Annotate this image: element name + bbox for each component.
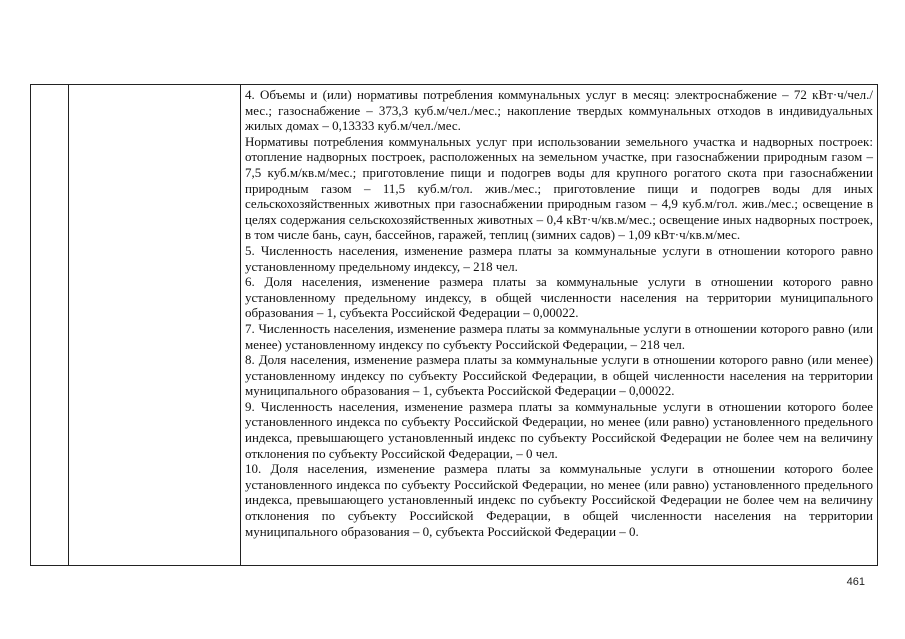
text-cell (241, 85, 878, 566)
paragraph-10-share: 10. Доля населения, изменение размера платы за коммунальные услуги в отношении которого более установленного индекса по субъекту Российской Федерации, но менее (или равно) установленного предельного индекса, превышающего установленный индекс по субъекту Российской Федерации не более чем на величину отклонения по субъекту Российской Федерации, в общей численности населения на территории муниципального образования – 0, субъекта Российской Федерации – 0. (245, 461, 873, 539)
paragraph-7-population: 7. Численность населения, изменение размера платы за коммунальные услуги в отношении которого равно (или менее) установленному индексу по субъекту Российской Федерации, – 218 чел. (245, 320, 873, 352)
paragraph-8-share: 8. Доля населения, изменение размера платы за коммунальные услуги в отношении которого равно (или менее) установленному индексу по субъекту Российской Федерации, в общей численности населения на территории муниципального образования – 1, субъекта Российской Федерации – 0,00022. (245, 352, 873, 399)
paragraph-6-share: 6. Доля населения, изменение размера платы за коммунальные услуги в отношении которого равно установленному предельному индексу, в общей численности населения на территории муниципального образования – 1, субъекта Российской Федерации – 0,00022. (245, 274, 873, 321)
paragraph-5-population: 5. Численность населения, изменение размера платы за коммунальные услуги в отношении которого равно установленному предельному индексу, – 218 чел. (245, 242, 873, 274)
empty-cell-middle (69, 85, 241, 566)
page-number: 461 (846, 576, 865, 588)
document-table (30, 84, 878, 566)
empty-cell-left (31, 85, 69, 566)
paragraph-4-volumes: 4. Объемы и (или) нормативы потребления коммунальных услуг в месяц: электроснабжение – 72 кВт·ч/чел./мес.; газоснабжение – 373,3 куб.м/чел./мес.; накопление твердых коммунальных отходов в индивидуальных жилых домах – 0,13333 куб.м/чел./мес. (245, 87, 873, 134)
paragraph-norms: Нормативы потребления коммунальных услуг при использовании земельного участка и надворных построек: отопление надворных построек, расположенных на земельном участке, при газоснабжении природным газом – 7,5 куб.м/кв.м/мес.; приготовление пищи и подогрев воды для крупного рогатого скота при газоснабжении природным газом – 11,5 куб.м/гол. жив./мес.; приготовление пищи и подогрев воды для иных сельскохозяйственных животных при газоснабжении природным газом – 4,9 куб.м/гол. жив./мес.; освещение в целях содержания сельскохозяйственных животных – 0,4 кВт·ч/кв.м/мес.; освещение иных надворных построек, в том числе бань, саун, бассейнов, гаражей, теплиц (зимних садов) – 1,09 кВт·ч/кв.м/мес. (245, 133, 873, 243)
paragraph-9-population: 9. Численность населения, изменение размера платы за коммунальные услуги в отношении которого более установленного индекса по субъекту Российской Федерации, но менее (или равно) установленного предельного индекса, превышающего установленный индекс по субъекту Российской Федерации не более чем на величину отклонения по субъекту Российской Федерации, – 0 чел. (245, 398, 873, 461)
table-row (31, 85, 878, 566)
